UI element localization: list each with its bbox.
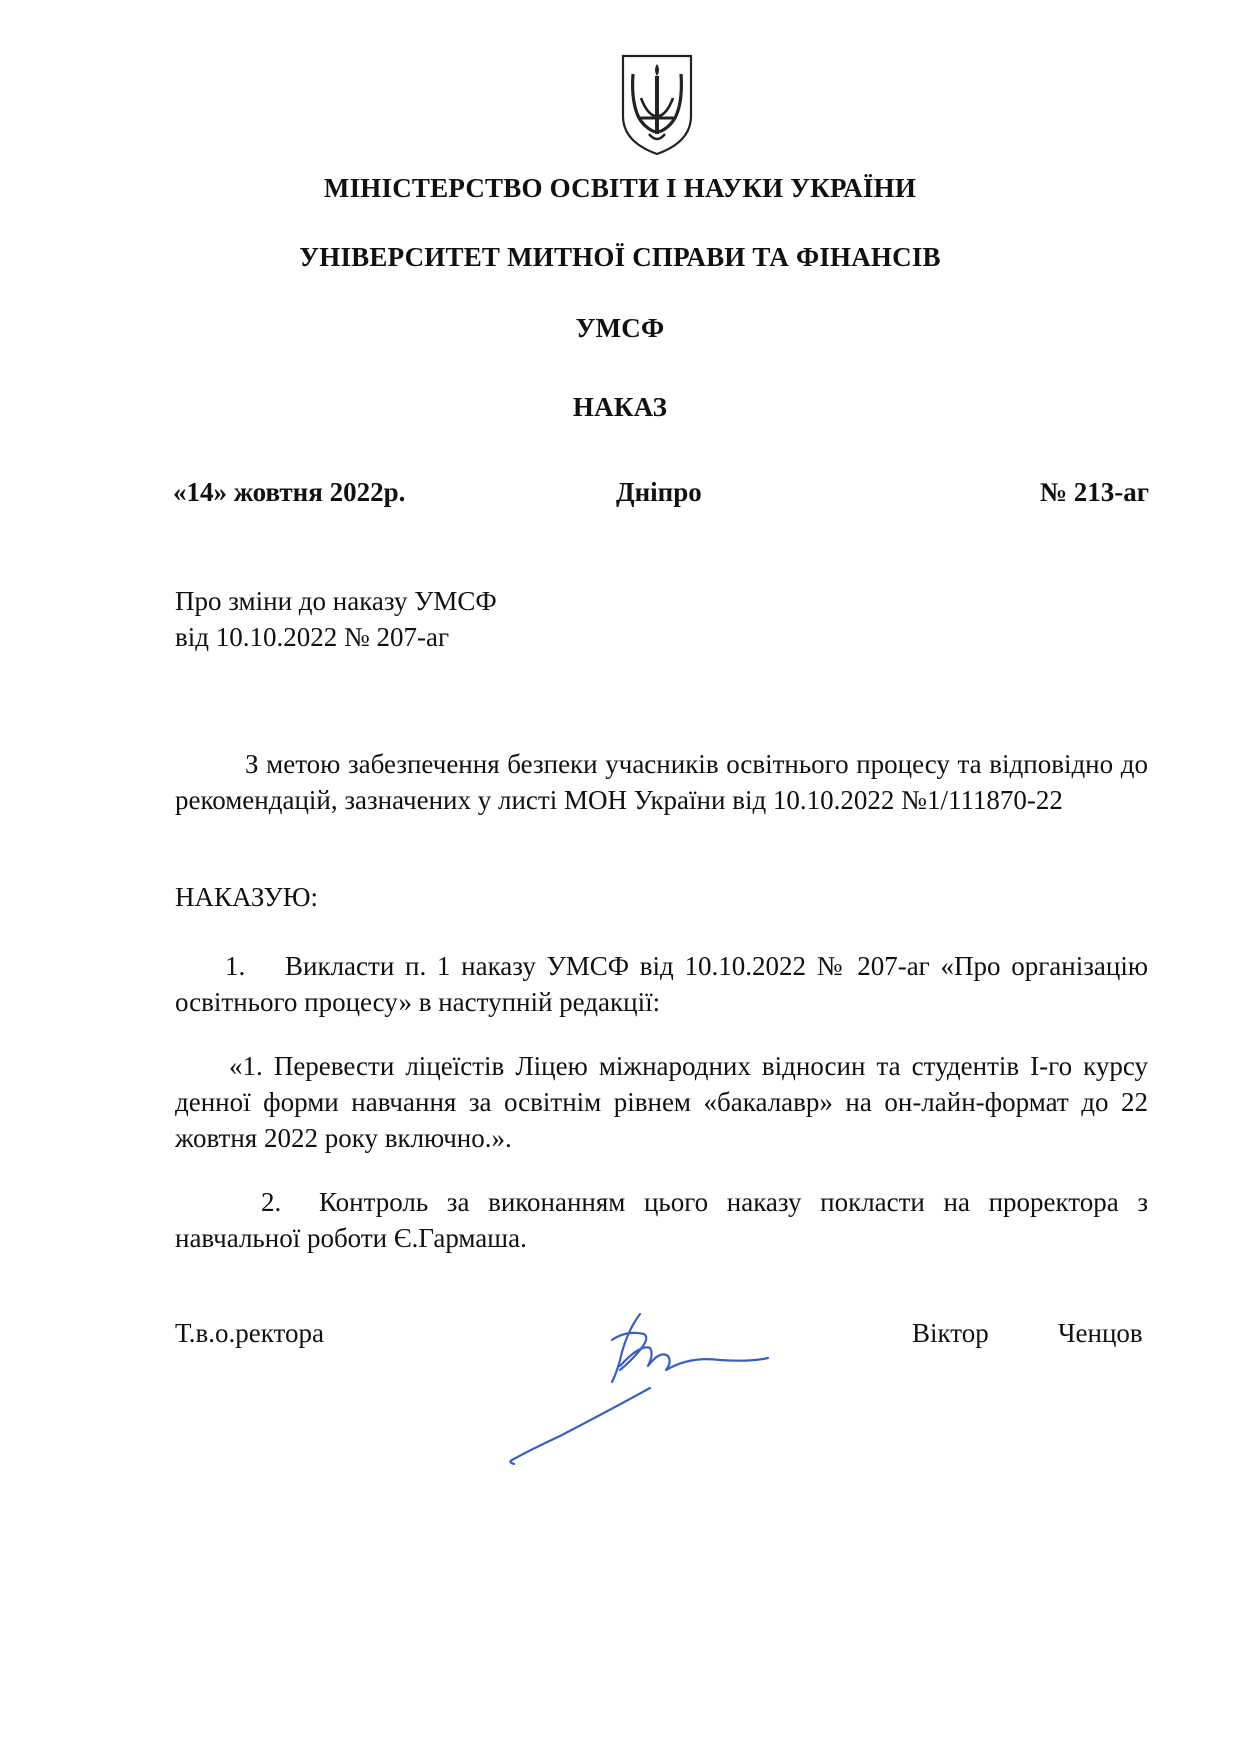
item-1-number: 1. (225, 951, 246, 981)
order-item-2 (175, 1184, 1148, 1256)
order-subject (175, 583, 497, 655)
order-date: «14» жовтня 2022р. (173, 477, 406, 507)
orders-label: НАКАЗУЮ: (175, 882, 319, 912)
item-1-quote-text: «1. Перевести ліцеїстів Ліцею міжнародних відносин та студентів І-го курсу денної форми навчання за освітнім рівнем «бакалавр» на он-лайн-формат до 22 жовтня 2022 року включно.». (175, 1051, 1148, 1153)
order-item-1-quote (175, 1048, 1148, 1156)
order-number: № 213-аг (1039, 477, 1149, 507)
university-title: УНІВЕРСИТЕТ МИТНОЇ СПРАВИ ТА ФІНАНСІВ (299, 242, 941, 272)
item-1-text: Викласти п. 1 наказу УМСФ від 10.10.2022 № 207-аг «Про організацію освітнього процесу» в наступній редакції: (175, 951, 1148, 1017)
intro-paragraph (175, 746, 1148, 818)
signatory-last-name: Ченцов (1058, 1318, 1143, 1348)
item-2-number: 2. (261, 1187, 282, 1217)
signatory-first-name: Віктор (912, 1318, 989, 1348)
order-city: Дніпро (616, 477, 702, 507)
item-2-text: Контроль за виконанням цього наказу покласти на проректора з навчальної роботи Є.Гармаша. (175, 1187, 1148, 1253)
subject-line-2: від 10.10.2022 № 207-аг (175, 622, 450, 652)
university-abbreviation: УМСФ (575, 313, 665, 343)
intro-text: З метою забезпечення безпеки учасників освітнього процесу та відповідно до рекомендацій, зазначених у листі МОН України від 10.10.2022 №1/111870-22 (175, 749, 1148, 815)
document-type-title: НАКАЗ (572, 392, 668, 422)
signatory-role: Т.в.о.ректора (175, 1318, 324, 1348)
ministry-title: МІНІСТЕРСТВО ОСВІТИ І НАУКИ УКРАЇНИ (323, 173, 917, 203)
subject-line-1: Про зміни до наказу УМСФ (175, 586, 497, 616)
coat-of-arms-trident-icon (619, 52, 695, 158)
order-item-1 (175, 948, 1148, 1020)
handwritten-signature (500, 1300, 860, 1470)
